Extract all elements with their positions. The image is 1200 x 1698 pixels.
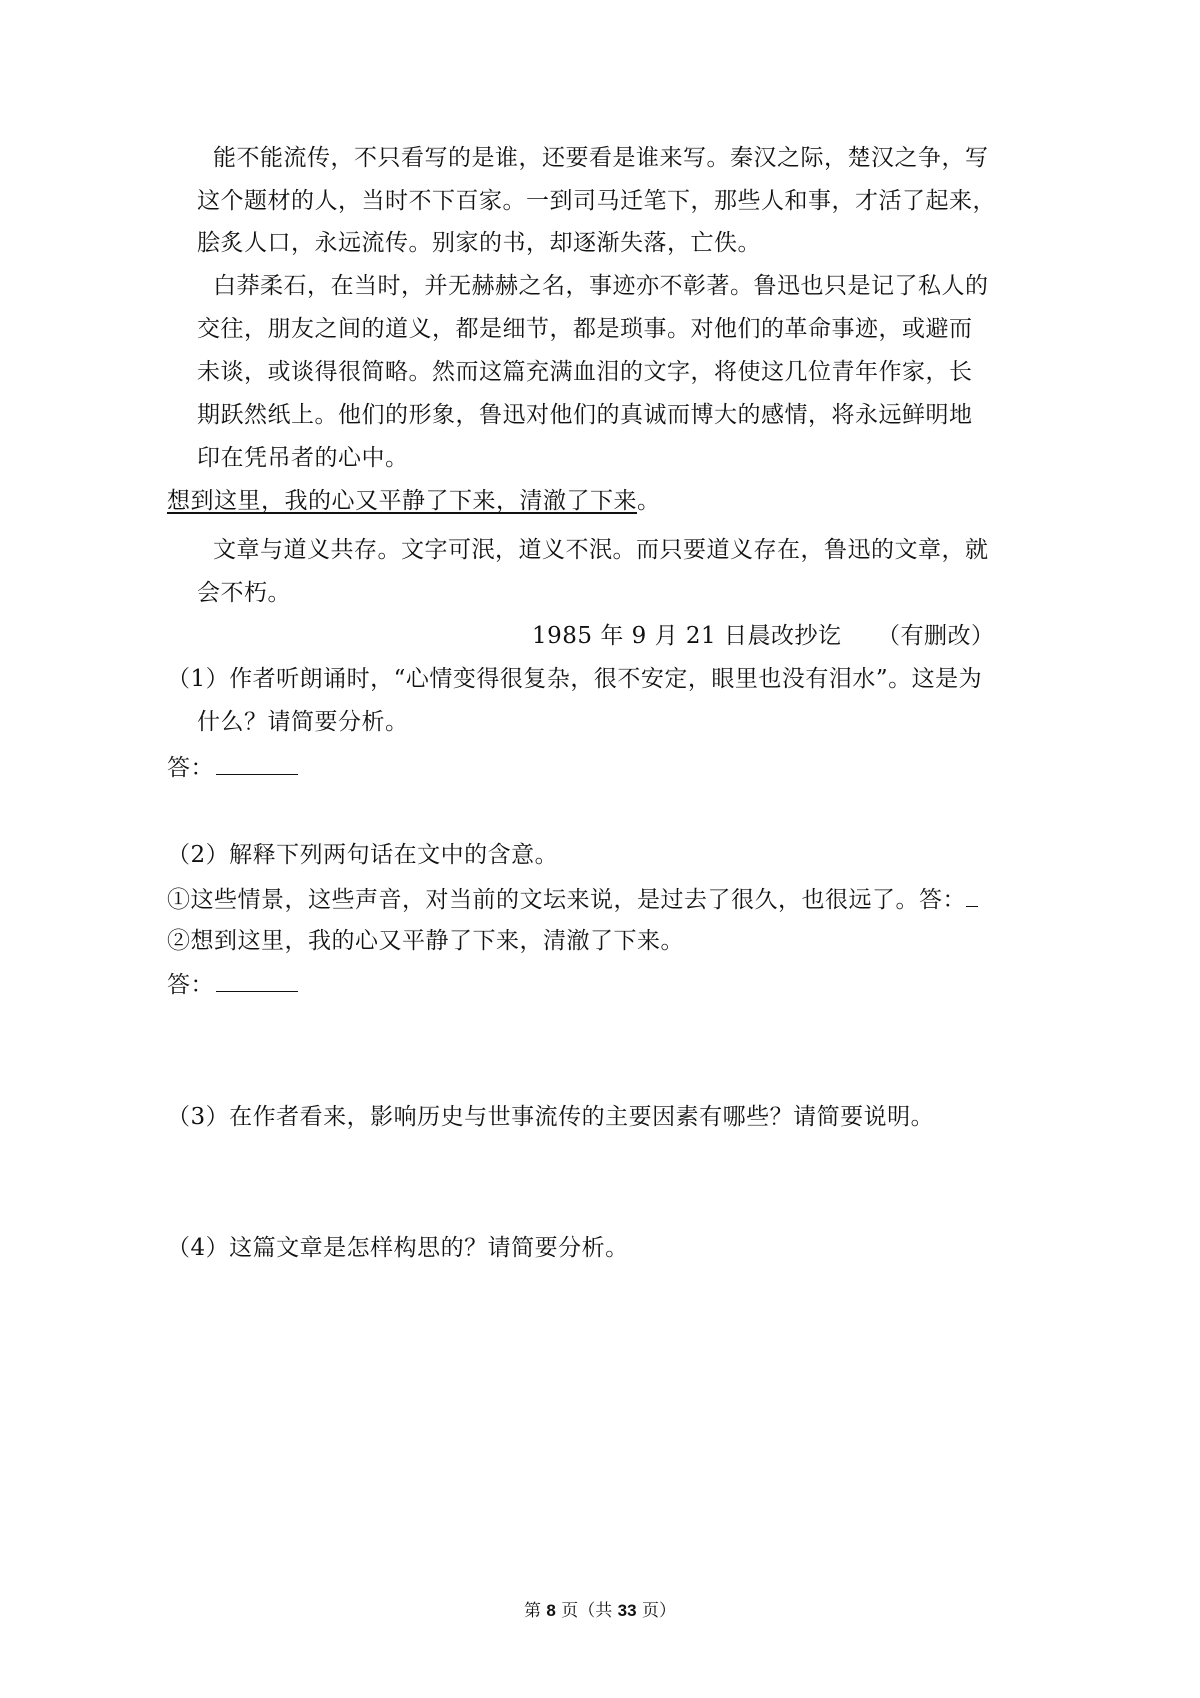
passage-line: 交往，朋友之间的道义，都是细节，都是琐事。对他们的革命事迹，或避而 [197, 316, 973, 342]
answer-1 [167, 752, 298, 783]
question-2-item-2: ②想到这里，我的心又平静了下来，清澈了下来。 [167, 928, 684, 954]
passage-line: 未谈，或谈得很简略。然而这篇充满血泪的文字，将使这几位青年作家，长 [197, 359, 973, 385]
passage-line: 文章与道义共存。文字可泯，道义不泯。而只要道义存在，鲁迅的文章，就 [213, 537, 989, 563]
question-2-title: （2）解释下列两句话在文中的含意。 [167, 842, 559, 868]
passage-line: 这个题材的人，当时不下百家。一到司马迁笔下，那些人和事，才活了起来， [197, 188, 996, 214]
passage-line: 脍炙人口，永远流传。别家的书，却逐渐失落，亡佚。 [197, 230, 761, 256]
answer-blank[interactable] [966, 884, 978, 907]
passage-line: 期跃然纸上。他们的形象，鲁迅对他们的真诚而博大的感情，将永远鲜明地 [197, 402, 973, 428]
passage-underlined-line [167, 486, 661, 516]
passage-line: 印在凭吊者的心中。 [197, 445, 409, 471]
sentence-end: 。 [637, 488, 661, 514]
footer-suffix: 页） [636, 1601, 676, 1621]
answer-label: 答： [167, 972, 214, 998]
question-2-item-1-text: ①这些情景，这些声音，对当前的文坛来说，是过去了很久，也很远了。答： [167, 887, 966, 913]
answer-2 [167, 969, 298, 1000]
underlined-sentence: 想到这里，我的心又平静了下来，清澈了下来 [167, 488, 637, 514]
passage-line: 白莽柔石，在当时，并无赫赫之名，事迹亦不彰著。鲁迅也只是记了私人的 [213, 273, 989, 299]
answer-blank[interactable] [216, 969, 298, 992]
date-line: 1985 年 9 月 21 日晨改抄讫 （有删改） [532, 623, 995, 649]
passage-line: 能不能流传，不只看写的是谁，还要看是谁来写。秦汉之际，楚汉之争，写 [213, 145, 989, 171]
current-page-number: 8 [546, 1601, 556, 1620]
question-2-item-1 [167, 884, 978, 915]
passage-line: 会不朽。 [197, 580, 291, 606]
footer-prefix: 第 [523, 1601, 547, 1621]
answer-label: 答： [167, 755, 214, 781]
page-footer [0, 1596, 1200, 1621]
footer-middle: 页（共 [555, 1601, 618, 1621]
question-1-line: 什么？请简要分析。 [197, 709, 409, 735]
answer-blank[interactable] [216, 752, 298, 775]
question-1-line: （1）作者听朗诵时，“心情变得很复杂，很不安定，眼里也没有泪水”。这是为 [167, 666, 983, 692]
total-page-number: 33 [617, 1601, 637, 1620]
question-3: （3）在作者看来，影响历史与世事流传的主要因素有哪些？请简要说明。 [167, 1104, 935, 1130]
question-4: （4）这篇文章是怎样构思的？请简要分析。 [167, 1235, 629, 1261]
